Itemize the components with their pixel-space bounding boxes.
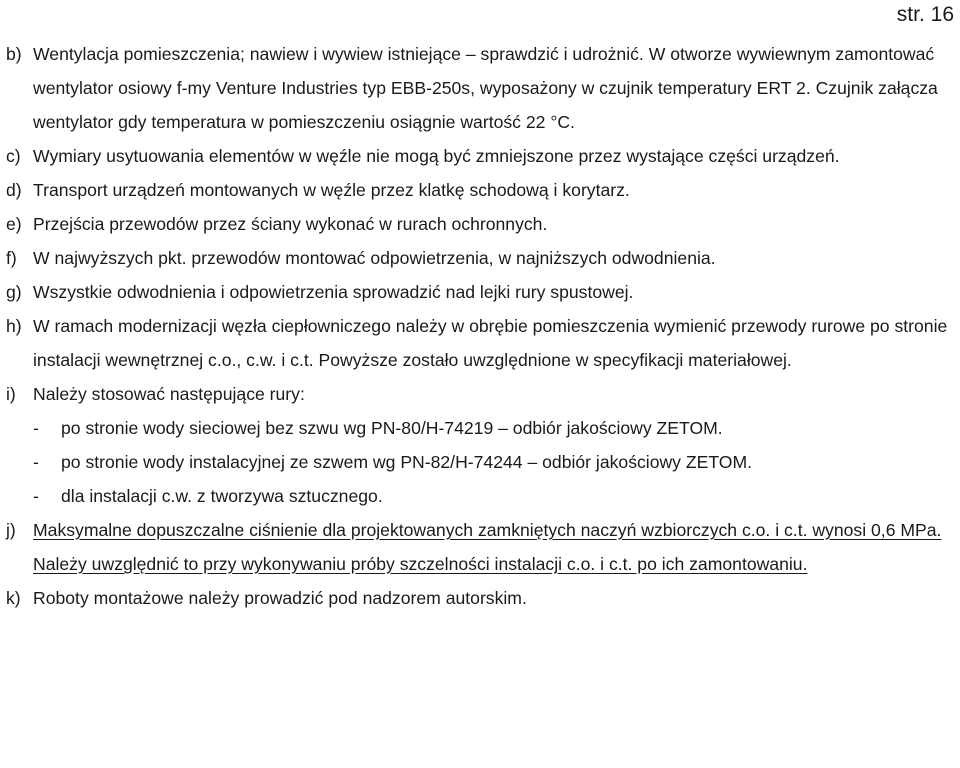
item-marker: g) [6,282,22,302]
page-number: str. 16 [896,3,954,26]
item-text-underlined: Maksymalne dopuszczalne ciśnienie dla projektowanych zamkniętych naczyń wzbiorczych c.o. i c.t. wynosi 0,6 MPa. Należy uwzględnić to przy wykonywaniu próby szczelności instalacji c.o. i c.t. po ich zamontowaniu. [33,520,942,574]
item-marker: e) [6,214,22,234]
pipe-list-item [33,479,954,513]
item-marker: f) [6,248,17,268]
item-text: Transport urządzeń montowanych w węźle przez klatkę schodową i korytarz. [33,180,630,200]
item-text: W ramach modernizacji węzła ciepłowniczego należy w obrębie pomieszczenia wymienić przewody rurowe po stronie instalacji wewnętrznej c.o., c.w. i c.t. Powyższe zostało uwzględnione w specyfikacji materiałowej. [33,316,948,370]
list-item-k [6,581,954,615]
list-item-h [6,309,954,377]
item-marker: j) [6,520,16,540]
item-marker: h) [6,316,22,336]
item-marker: c) [6,146,21,166]
item-text: Wentylacja pomieszczenia; nawiew i wywiew istniejące – sprawdzić i udrożnić. W otworze wywiewnym zamontować wentylator osiowy f-my Venture Industries typ EBB-250s, wyposażony w czujnik temperatury ERT 2. Czujnik załącza wentylator gdy temperatura w pomieszczeniu osiągnie wartość 22 °C. [33,44,938,132]
item-text: W najwyższych pkt. przewodów montować odpowietrzenia, w najniższych odwodnienia. [33,248,716,268]
pipe-dash: - [33,452,39,472]
pipe-list-item [33,445,954,479]
document-body [6,37,954,615]
item-text: Wszystkie odwodnienia i odpowietrzenia sprowadzić nad lejki rury spustowej. [33,282,634,302]
list-item-i [6,377,954,411]
pipe-dash: - [33,486,39,506]
pipe-text: po stronie wody sieciowej bez szwu wg PN-80/H-74219 – odbiór jakościowy ZETOM. [61,418,723,438]
item-marker: i) [6,384,16,404]
item-text: Roboty montażowe należy prowadzić pod nadzorem autorskim. [33,588,527,608]
list-item-g [6,275,954,309]
pipe-list [33,411,954,513]
pipe-text: po stronie wody instalacyjnej ze szwem wg PN-82/H-74244 – odbiór jakościowy ZETOM. [61,452,753,472]
pipe-list-item [33,411,954,445]
item-text: Należy stosować następujące rury: [33,384,305,404]
list-item-e [6,207,954,241]
list-item-b [6,37,954,139]
item-marker: d) [6,180,22,200]
list-item-j [6,513,954,581]
list-item-c [6,139,954,173]
item-text: Wymiary usytuowania elementów w węźle nie mogą być zmniejszone przez wystające części urządzeń. [33,146,840,166]
item-marker: k) [6,588,21,608]
pipe-dash: - [33,418,39,438]
item-text: Przejścia przewodów przez ściany wykonać w rurach ochronnych. [33,214,548,234]
list-item-f [6,241,954,275]
pipe-text: dla instalacji c.w. z tworzywa sztucznego. [61,486,383,506]
item-marker: b) [6,44,22,64]
list-item-d [6,173,954,207]
